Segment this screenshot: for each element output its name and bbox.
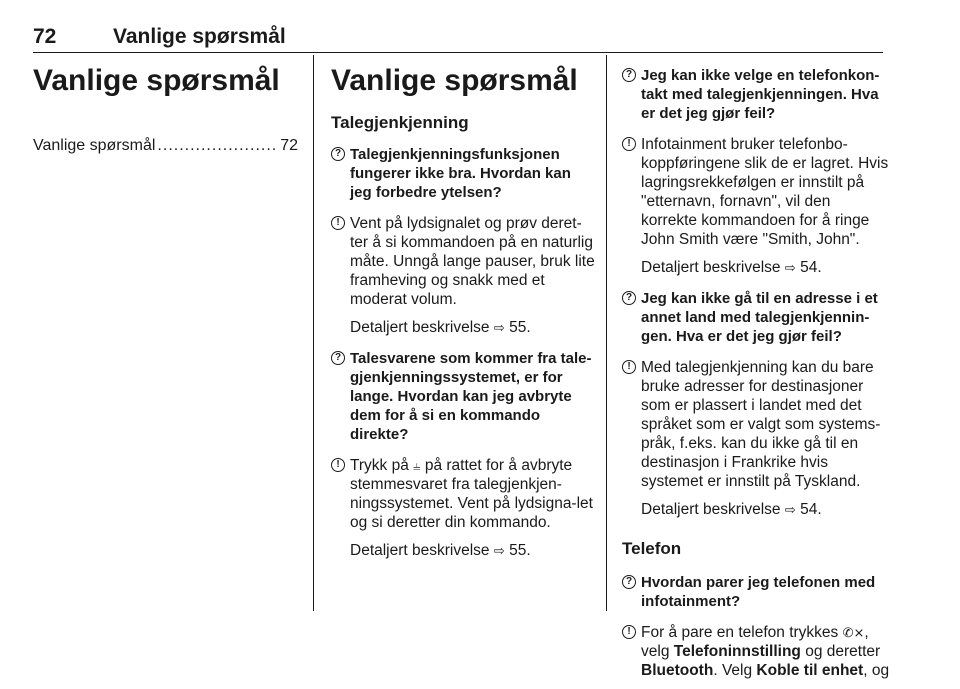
menu-term-phone-settings: Telefoninnstilling bbox=[673, 643, 801, 660]
detail-reference bbox=[331, 541, 595, 560]
detail-label: Detaljert beskrivelse bbox=[641, 501, 781, 518]
exclamation-icon: ! bbox=[622, 625, 636, 639]
phone-icon: ✆⨯ bbox=[842, 625, 865, 640]
toc-entry-page: 72 bbox=[280, 137, 298, 154]
detail-reference bbox=[622, 258, 890, 277]
detail-label: Detaljert beskrivelse bbox=[350, 542, 490, 559]
answer-text-mid: og deretter bbox=[805, 643, 881, 660]
subsection-heading: Telefon bbox=[622, 539, 682, 558]
exclamation-icon: ! bbox=[331, 458, 345, 472]
column-divider-1 bbox=[313, 55, 314, 611]
exclamation-icon: ! bbox=[622, 137, 636, 151]
question-icon: ? bbox=[622, 575, 636, 589]
question-text: Jeg kan ikke gå til en adresse i et annet land med talegjenkjennin-gen. Hva er det jeg gjør feil? bbox=[641, 290, 878, 345]
question-icon: ? bbox=[331, 147, 345, 161]
toc-entry-label: Vanlige spørsmål bbox=[33, 137, 156, 154]
arrow-right-icon: ⇨ bbox=[493, 543, 505, 558]
question-icon: ? bbox=[331, 351, 345, 365]
question-item bbox=[622, 66, 890, 123]
arrow-right-icon: ⇨ bbox=[493, 320, 505, 335]
arrow-right-icon: ⇨ bbox=[784, 502, 796, 517]
exclamation-icon: ! bbox=[331, 216, 345, 230]
question-text: Talesvarene som kommer fra tale-gjenkjenningssystemet, er for lange. Hvordan kan jeg avbryte dem for å si en kommando direkte? bbox=[350, 350, 592, 443]
answer-item bbox=[622, 135, 890, 249]
answer-text-start: For å pare en telefon trykkes bbox=[641, 624, 839, 641]
answer-item bbox=[622, 358, 890, 491]
question-text: Hvordan parer jeg telefonen med infotainment? bbox=[641, 574, 876, 610]
question-text: Talegjenkjenningsfunksjonen fungerer ikke bra. Hvordan kan jeg forbedre ytelsen? bbox=[350, 146, 571, 201]
detail-page-link[interactable]: 55. bbox=[509, 319, 531, 336]
answer-text: Vent på lydsignalet og prøv deret-ter å si kommandoen på en naturlig måte. Unngå lange pauser, bruk lite framheving og snakk med et moderat volum. bbox=[350, 215, 595, 308]
detail-page-link[interactable]: 55. bbox=[509, 542, 531, 559]
toc-column bbox=[33, 62, 298, 156]
answer-text-mid: , velg bbox=[641, 624, 869, 660]
toc-leader-dots bbox=[157, 136, 278, 156]
content-column-2 bbox=[331, 62, 595, 572]
content-column-3 bbox=[622, 66, 890, 689]
detail-label: Detaljert beskrivelse bbox=[350, 319, 490, 336]
answer-text-end: , og bbox=[863, 662, 890, 679]
answer-text-mid: . Velg bbox=[713, 662, 753, 679]
question-icon: ? bbox=[622, 291, 636, 305]
running-title: Vanlige spørsmål bbox=[113, 25, 286, 48]
detail-page-link[interactable]: 54. bbox=[800, 501, 822, 518]
answer-item bbox=[331, 214, 595, 309]
answer-item bbox=[331, 456, 595, 532]
detail-label: Detaljert beskrivelse bbox=[641, 259, 781, 276]
answer-item bbox=[622, 623, 890, 680]
section-title: Vanlige spørsmål bbox=[331, 64, 578, 97]
answer-text-end: på rattet for å avbryte stemmesvaret fra talegjenkjen-ningssystemet. Vent på lydsigna-let og si deretter din kommando. bbox=[350, 457, 593, 531]
exclamation-icon: ! bbox=[622, 360, 636, 374]
question-item bbox=[331, 349, 595, 444]
answer-text: Infotainment bruker telefonbo-koppføringene slik de er lagret. Hvis lagringsrekkefølgen er innstilt på "etternavn, fornavn", vil den korrekte kommandoen for å ringe John Smith være "Smith, John". bbox=[641, 136, 889, 248]
detail-reference bbox=[331, 318, 595, 337]
arrow-right-icon: ⇨ bbox=[784, 260, 796, 275]
detail-page-link[interactable]: 54. bbox=[800, 259, 822, 276]
answer-text: Med talegjenkjenning kan du bare bruke adresser for destinasjoner som er plassert i landet med det språket som er valgt som systems-pråk, f.eks. kan du ikke gå til en destinasjon i Frankrike hvis systemet er innstilt på Tyskland. bbox=[641, 359, 881, 490]
page-number: 72 bbox=[33, 25, 57, 48]
detail-reference bbox=[622, 500, 890, 519]
question-item bbox=[331, 145, 595, 202]
question-item bbox=[622, 289, 890, 346]
question-item bbox=[622, 573, 890, 611]
question-text: Jeg kan ikke velge en telefonkon-takt med talegjenkjenningen. Hva er det jeg gjør feil? bbox=[641, 67, 880, 122]
menu-term-connect-device: Koble til enhet bbox=[756, 662, 864, 679]
chapter-title: Vanlige spørsmål bbox=[33, 64, 280, 97]
menu-term-bluetooth: Bluetooth bbox=[641, 662, 714, 679]
column-divider-2 bbox=[606, 55, 607, 611]
subsection-heading: Talegjenkjenning bbox=[331, 113, 469, 132]
question-icon: ? bbox=[622, 68, 636, 82]
toc-entry[interactable] bbox=[33, 136, 298, 156]
voice-control-icon: ⫨ bbox=[413, 458, 421, 473]
page-header bbox=[33, 26, 883, 53]
answer-text-start: Trykk på bbox=[350, 457, 409, 474]
